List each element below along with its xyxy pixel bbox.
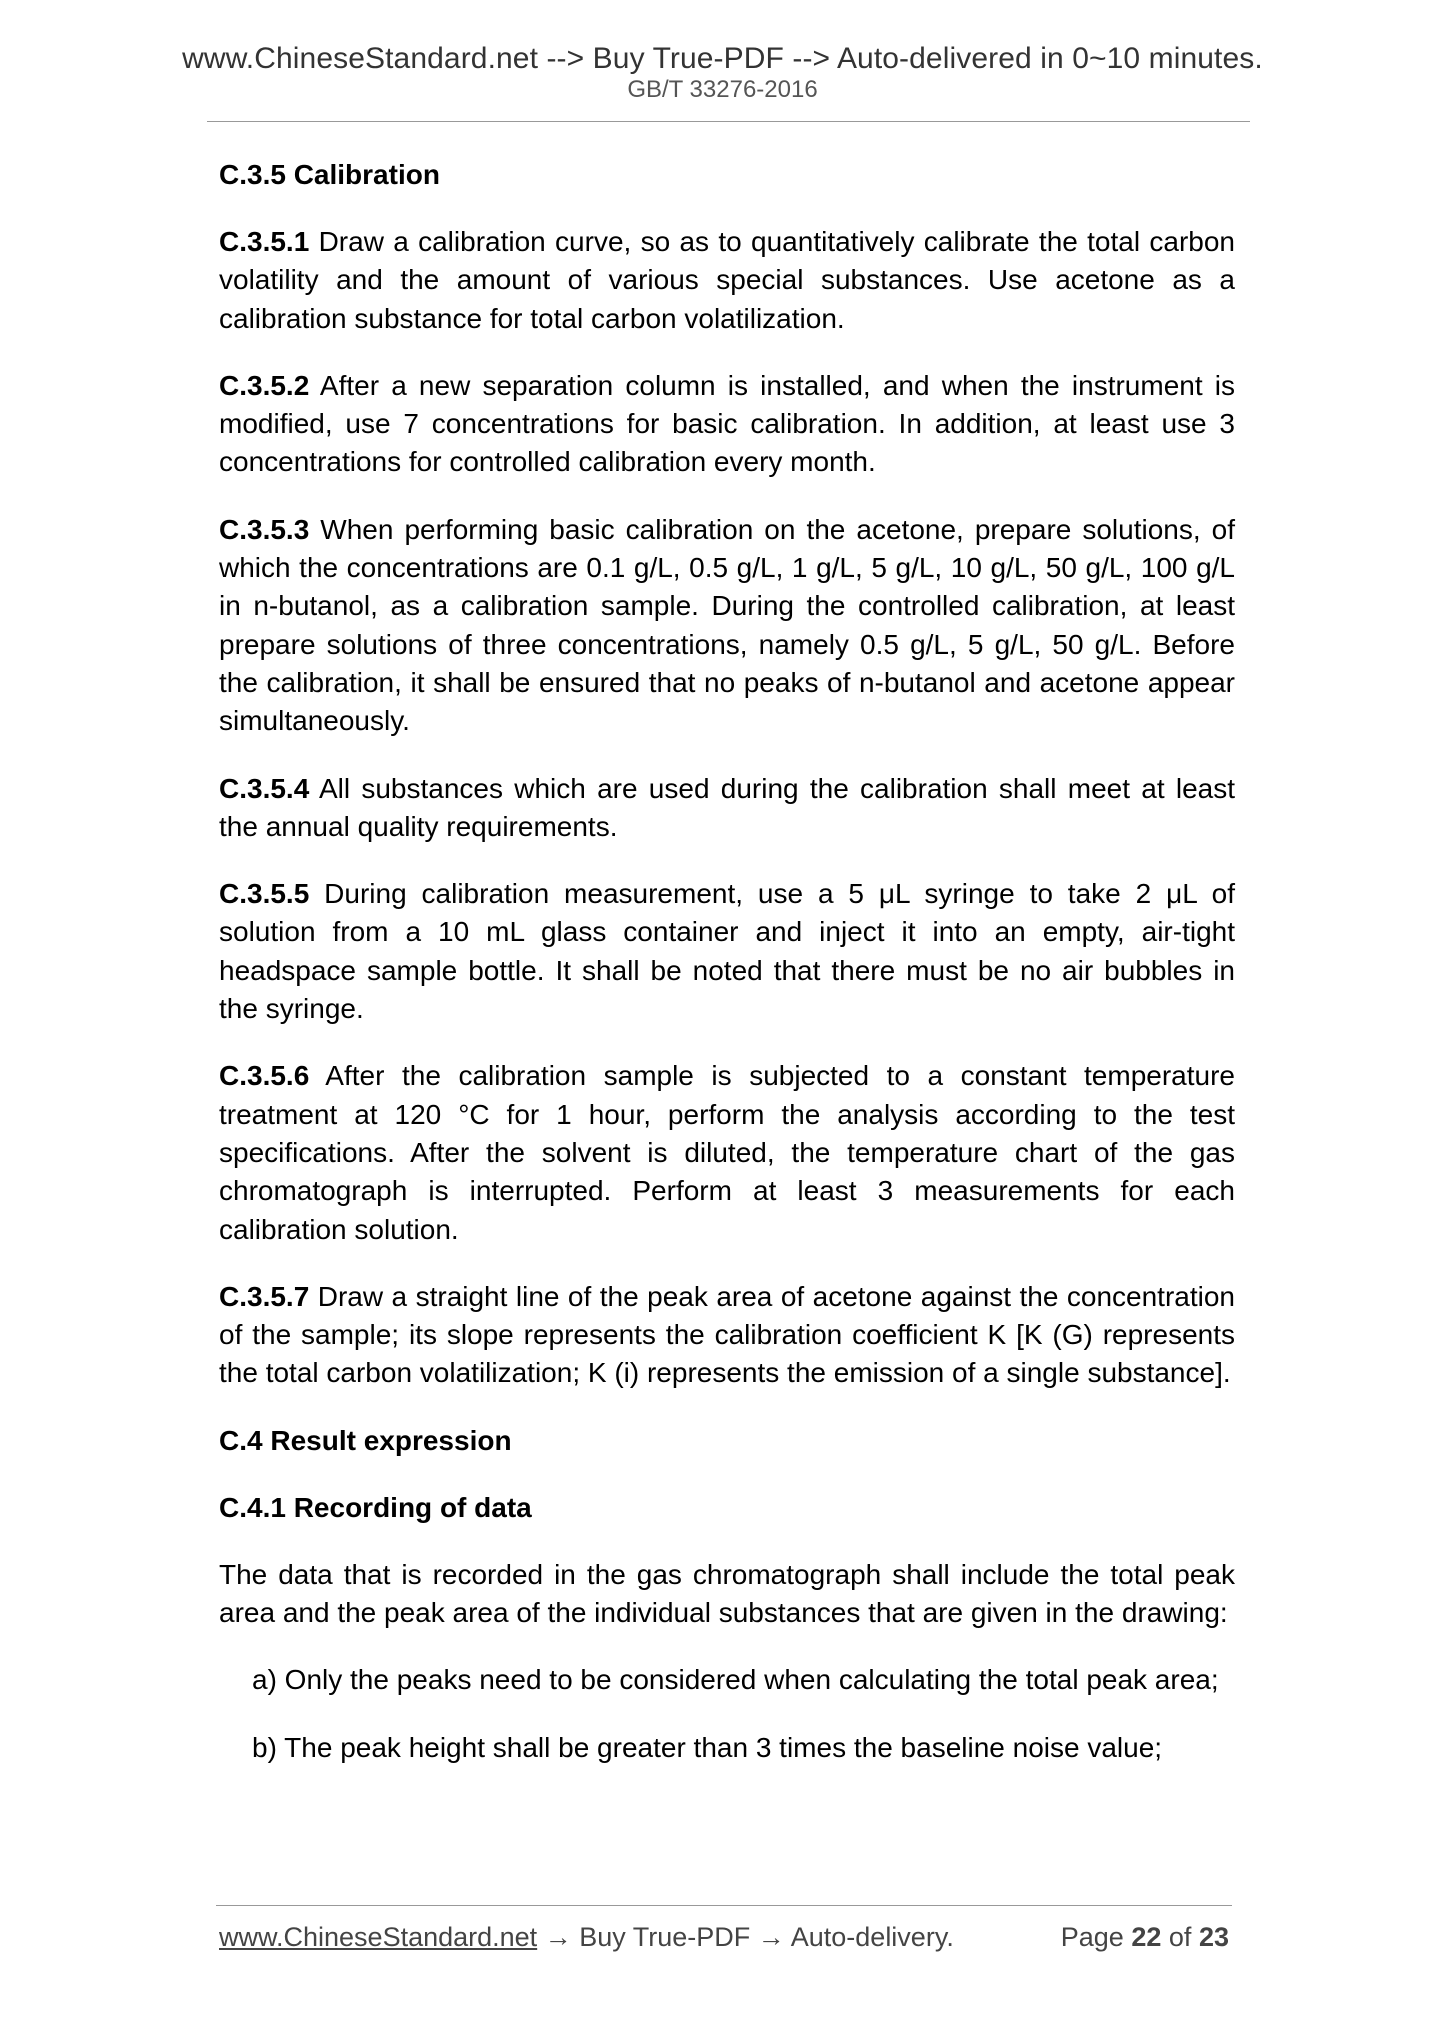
footer-promo: [219, 1922, 954, 1953]
page-content: [219, 156, 1235, 1767]
clause-number: C.3.5.3: [219, 513, 310, 545]
page-label: Page: [1060, 1922, 1124, 1952]
clause-c355: [219, 875, 1235, 1028]
clause-c353: [219, 511, 1235, 741]
header-divider: [207, 121, 1250, 122]
clause-number: C.3.5.7: [219, 1280, 310, 1312]
footer-divider: [216, 1905, 1232, 1906]
clause-c351: [219, 223, 1235, 338]
clause-number: C.3.5.5: [219, 878, 310, 910]
clause-text: When performing basic calibration on the acetone, prepare solutions, of which the concentrations are 0.1 g/L, 0.5 g/L, 1 g/L, 5 g/L, 10 g/L, 50 g/L, 100 g/L in n-butanol, as a calibration sample. During the controlled calibration, at least prepare solutions of three concentrations, namely 0.5 g/L, 5 g/L, 50 g/L. Before the calibration, it shall be ensured that no peaks of n-butanol and acetone appear simultaneously.: [219, 513, 1235, 737]
clause-text: After the calibration sample is subjected to a constant temperature treatment at 120 °C for 1 hour, perform the analysis according to the test specifications. After the solvent is diluted, the temperature chart of the gas chromatograph is interrupted. Perform at least 3 measurements for each calibration solution.: [219, 1060, 1235, 1245]
clause-c352: [219, 367, 1235, 482]
current-page: 22: [1131, 1922, 1162, 1952]
clause-c356: [219, 1057, 1235, 1248]
page-indicator: [1061, 1922, 1229, 1953]
clause-text: Draw a calibration curve, so as to quantitatively calibrate the total carbon volatility and the amount of various special substances. Use acetone as a calibration substance for total carbon volatilization.: [219, 226, 1235, 334]
footer-site-link[interactable]: www.ChineseStandard.net: [219, 1922, 538, 1952]
clause-text: Draw a straight line of the peak area of acetone against the concentration of the sample; its slope represents the calibration coefficient K [K (G) represents the total carbon volatilization; K (i) represents the emission of a single substance].: [219, 1280, 1235, 1389]
header-banner: www.ChineseStandard.net --> Buy True-PDF --> Auto-delivered in 0~10 minutes.: [182, 42, 1263, 75]
document-number: GB/T 33276-2016: [627, 76, 818, 103]
clause-text: After a new separation column is installed, and when the instrument is modified, use 7 concentrations for basic calibration. In addition, at least use 3 concentrations for controlled calibration every month.: [219, 369, 1235, 478]
clause-number: C.3.5.4: [219, 772, 310, 804]
of-label: of: [1168, 1922, 1192, 1952]
section-heading-c35: C.3.5 Calibration: [219, 159, 440, 190]
requirements-list: [219, 1661, 1235, 1767]
clause-number: C.3.5.1: [219, 226, 310, 257]
footer-promo-text: → Buy True-PDF → Auto-delivery.: [537, 1922, 954, 1952]
subsection-heading-c41: C.4.1 Recording of data: [219, 1491, 532, 1523]
clause-c357: [219, 1278, 1235, 1393]
clause-text: All substances which are used during the calibration shall meet at least the annual quality requirements.: [219, 772, 1235, 842]
clause-number: C.3.5.6: [219, 1060, 310, 1092]
clause-c354: [219, 770, 1235, 847]
list-item: a) Only the peaks need to be considered when calculating the total peak area;: [252, 1664, 1219, 1696]
page-footer: [219, 1922, 1229, 1958]
list-item: b) The peak height shall be greater than 3 times the baseline noise value;: [252, 1731, 1163, 1763]
section-heading-c4: C.4 Result expression: [219, 1424, 512, 1456]
recording-intro: The data that is recorded in the gas chromatograph shall include the total peak area and the peak area of the individual substances that are given in the drawing:: [219, 1558, 1235, 1629]
total-pages: 23: [1198, 1922, 1229, 1952]
clause-number: C.3.5.2: [219, 369, 310, 401]
clause-text: During calibration measurement, use a 5 μL syringe to take 2 μL of solution from a 10 mL glass container and inject it into an empty, air-tight headspace sample bottle. It shall be noted that there must be no air bubbles in the syringe.: [219, 878, 1235, 1025]
